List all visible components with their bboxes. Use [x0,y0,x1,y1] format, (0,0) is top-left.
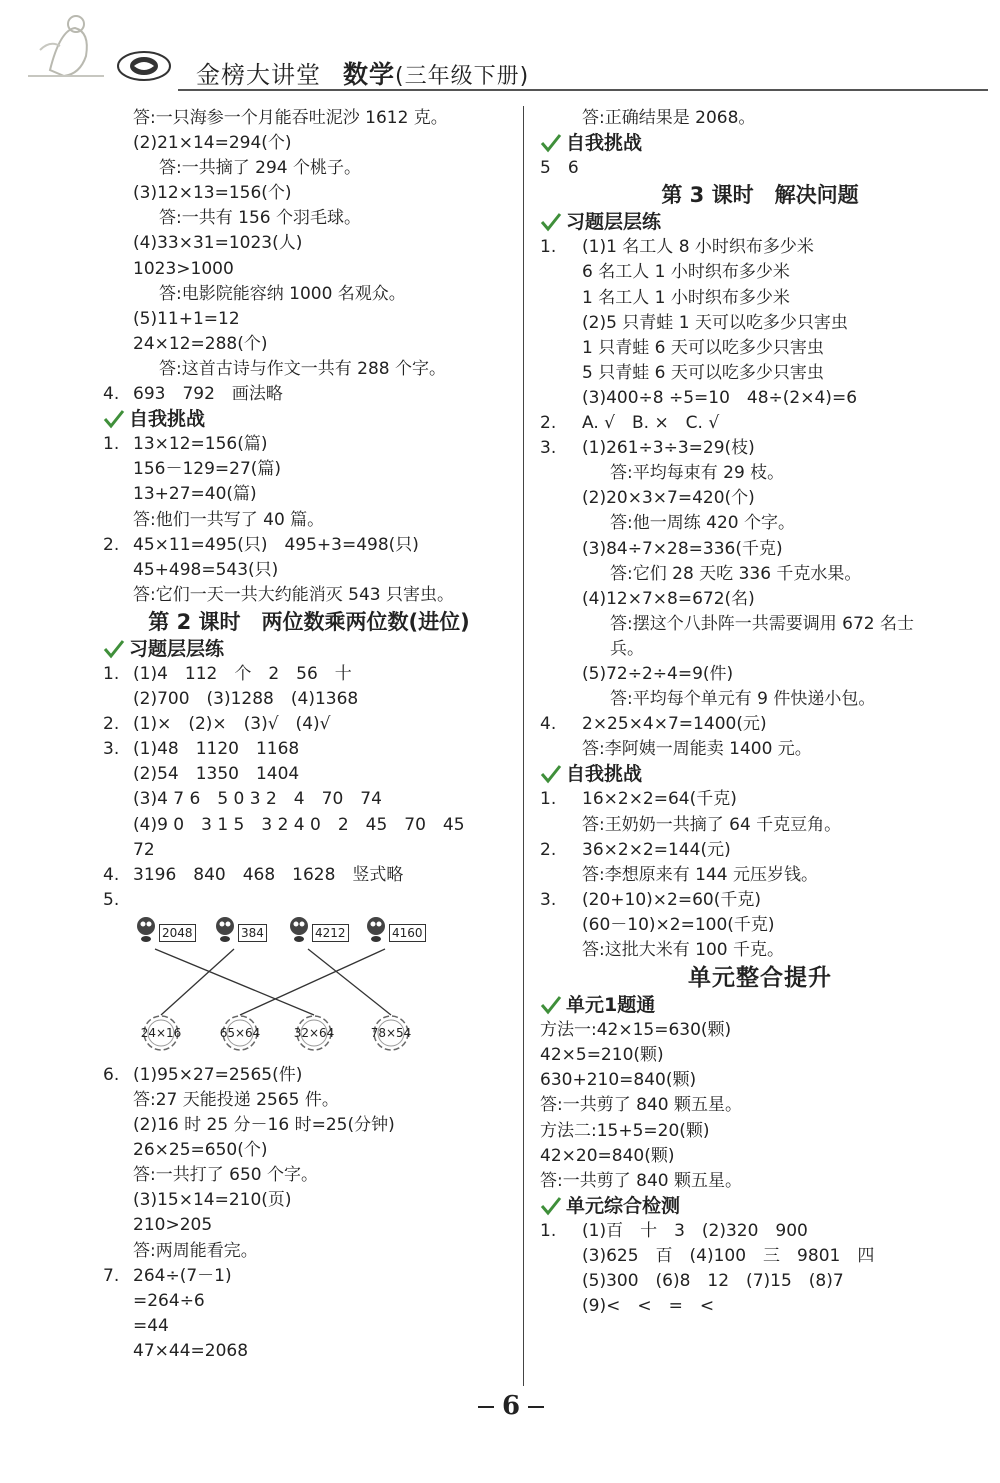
answer-text: 1 只青蛙 6 天可以吃多少只害虫 [582,337,824,358]
subject-title: 数学 [343,60,396,89]
page-header [0,0,1000,100]
answer-text: 47×44=2068 [133,1340,249,1361]
matching-line [240,949,385,1015]
answer-text: (2)20×3×7=420(个) [582,488,755,509]
answer-text: (1)48 1120 1168 [133,739,300,760]
expression-label: 32×64 [293,1025,335,1040]
answer-text: (4)33×31=1023(人) [133,233,303,254]
answer-text: (3)12×13=156(个) [133,183,292,204]
answer-text: 264÷(7－1) [133,1265,232,1286]
answer-line [540,562,980,587]
answer-text: 方法一:42×15=630(颗) [540,1020,732,1041]
answer-text: 156－129=27(篇) [133,459,282,480]
question-number: 2. [540,413,557,434]
section-heading: 单元综合检测 [540,1194,980,1219]
answer-text: 16×2×2=64(千克) [582,789,737,810]
answer-text: 答:平均每束有 29 枝。 [610,463,785,484]
answer-line [540,286,980,311]
answer-line [103,1088,515,1113]
answer-line [540,737,980,762]
answer-text: (5)300 (6)8 12 (7)15 (8)7 [582,1271,844,1292]
lesson-title: 第 3 课时 解决问题 [661,183,859,208]
answer-line [103,1138,515,1163]
answer-text: 42×5=210(颗) [540,1045,664,1066]
cartoon-head-icon [363,915,389,943]
answer-line [540,913,980,938]
matching-exercise [103,913,515,1063]
answer-line [540,311,980,336]
section-heading: 习题层层练 [540,210,980,235]
answer-line [103,787,515,812]
answer-text: =264÷6 [133,1290,205,1311]
question-number: 2. [103,534,120,555]
answer-line [540,888,980,913]
answer-line [103,432,515,457]
question-number: 1. [103,434,120,455]
matching-line [308,949,391,1015]
answer-line [540,863,980,888]
answer-block [103,1063,515,1364]
section-heading: 自我挑战 [103,407,515,432]
scholar-figure-icon [20,10,110,82]
expression-label: 78×54 [370,1025,412,1040]
question-number: 3. [103,739,120,760]
answer-text: 答:27 天能投递 2565 件。 [133,1090,339,1110]
answer-line [540,587,980,612]
answer-line [103,687,515,712]
question-number: 4. [103,864,120,885]
series-title: 金榜大讲堂 [196,61,321,89]
answer-text: 24×12=288(个) [133,333,268,354]
answer-line [540,1068,980,1093]
column-divider [523,106,524,1386]
answer-line [540,637,980,662]
answer-text: 5 只青蛙 6 天可以吃多少只害虫 [582,362,824,383]
answer-text: 答:一共剪了 840 颗五星。 [540,1095,742,1116]
answer-text: 13+27=40(篇) [133,484,257,505]
answer-line [103,712,515,737]
answer-text: (1)95×27=2565(件) [133,1064,303,1085]
answer-line [103,1163,515,1188]
checkmark-pencil-icon [540,212,562,232]
question-number: 1. [540,1220,557,1241]
answer-line [540,537,980,562]
answer-text: 答:他一周练 420 个字。 [610,513,795,534]
grade-label: (三年级下册) [395,64,530,89]
answer-line [103,1213,515,1238]
answer-line [540,1169,980,1194]
answer-text: (4)9 0 3 1 5 3 2 4 0 2 45 70 45 [133,814,465,835]
answer-text: (4)12×7×8=672(名) [582,588,755,609]
answer-line [540,1269,980,1294]
checkmark-pencil-icon [540,1196,562,1216]
answer-line [540,1219,980,1244]
answer-line [540,411,980,436]
answer-line [540,938,980,963]
answer-text: 答:一共摘了 294 个桃子。 [159,158,361,179]
answer-line [540,1043,980,1068]
header-rule [178,89,988,91]
answer-line [103,583,515,608]
answer-text: 26×25=650(个) [133,1140,268,1161]
answer-line [103,131,515,156]
answer-line [103,282,515,307]
answer-text: 答:两周能看完。 [133,1240,258,1261]
answer-line [103,457,515,482]
answer-line [540,1244,980,1269]
answer-text: 答:正确结果是 2068。 [582,108,756,128]
answer-line [540,712,980,737]
answer-line [103,1339,515,1364]
answer-line [540,461,980,486]
section-heading: 习题层层练 [103,637,515,662]
question-number: 5. [103,889,120,910]
answer-text: (1)1 名工人 8 小时织布多少米 [582,237,814,258]
cartoon-head-icon [286,915,312,943]
answer-block [103,662,515,913]
answer-line [103,382,515,407]
answer-text: (2)54 1350 1404 [133,764,300,785]
answer-line [540,336,980,361]
answer-text: 答:这首古诗与作文一共有 288 个字。 [159,358,446,379]
answer-line [540,106,980,131]
answer-text: (3)84÷7×28=336(千克) [582,538,783,559]
answer-line [540,1144,980,1169]
product-value: 384 [238,924,267,942]
answer-text: 答:这批大米有 100 千克。 [582,940,784,960]
answer-text: (9)< < = < [582,1296,715,1317]
book-logo-icon [116,50,172,82]
question-number: 6. [103,1064,120,1085]
answer-line [103,1239,515,1264]
answer-text: (1)× (2)× (3)√ (4)√ [133,714,331,735]
question-number: 4. [540,714,557,735]
answer-line [103,482,515,507]
answer-block [103,106,515,407]
cartoon-head-icon [212,915,238,943]
answer-line [540,1018,980,1043]
answer-text: 答:它们一天一共大约能消灭 543 只害虫。 [133,584,454,605]
answer-line [540,235,980,260]
section-heading: 单元1题通 [540,993,980,1018]
left-column [103,106,515,1364]
answer-line [103,1289,515,1314]
question-number: 3. [540,889,557,910]
answer-line [103,888,515,913]
answer-text: 630+210=840(颗) [540,1070,697,1091]
cartoon-head-icon [133,915,159,943]
answer-text: 13×12=156(篇) [133,434,268,455]
answer-line [540,1119,980,1144]
question-number: 7. [103,1265,120,1286]
checkmark-pencil-icon [540,764,562,784]
answer-text: 45+498=543(只) [133,559,279,580]
product-value: 2048 [159,924,196,942]
answer-line [540,612,980,637]
answer-text: (60－10)×2=100(千克) [582,914,775,935]
expression-label: 24×16 [140,1025,182,1040]
answer-text: 3196 840 468 1628 竖式略 [133,864,404,885]
question-number: 3. [540,438,557,459]
answer-block [540,1219,980,1319]
answer-text: (2)21×14=294(个) [133,133,292,154]
product-value: 4160 [389,924,426,942]
answer-text: (2)5 只青蛙 1 天可以吃多少只害虫 [582,312,848,333]
answer-text: 兵。 [610,638,644,659]
answer-text: (3)4 7 6 5 0 3 2 4 70 74 [133,789,382,810]
answer-line [103,231,515,256]
question-number: 1. [103,663,120,684]
answer-line [103,737,515,762]
answer-line [103,332,515,357]
answer-text: (20+10)×2=60(千克) [582,889,761,910]
checkmark-pencil-icon [540,133,562,153]
answer-line [540,787,980,812]
question-number: 2. [540,839,557,860]
answer-text: 36×2×2=144(元) [582,839,731,860]
answer-line [103,357,515,382]
product-value: 4212 [312,924,349,942]
checkmark-pencil-icon [103,409,125,429]
right-column [540,106,980,1319]
lesson-title: 第 2 课时 两位数乘两位数(进位) [148,609,470,634]
answer-line [540,662,980,687]
answer-text: 1 名工人 1 小时织布多少米 [582,287,790,308]
answer-block [540,156,980,181]
answer-line [103,533,515,558]
answer-text: (1)4 112 个 2 56 十 [133,663,352,684]
answer-line [540,386,980,411]
answer-line [540,486,980,511]
answer-line [540,361,980,386]
answer-text: 6 名工人 1 小时织布多少米 [582,262,790,283]
section-heading: 自我挑战 [540,762,980,787]
answer-line [103,1113,515,1138]
answer-text: (5)72÷2÷4=9(件) [582,663,734,684]
answer-block [540,787,980,963]
answer-block [540,106,980,131]
answer-text: 693 792 画法略 [133,384,283,405]
answer-text: 答:一共打了 650 个字。 [133,1165,318,1186]
answer-text: 210>205 [133,1215,213,1236]
checkmark-pencil-icon [103,639,125,659]
answer-text: 答:王奶奶一共摘了 64 千克豆角。 [582,814,842,835]
answer-text: 答:电影院能容纳 1000 名观众。 [159,283,406,304]
answer-text: (2)700 (3)1288 (4)1368 [133,689,359,710]
answer-line [103,257,515,282]
answer-line [103,307,515,332]
answer-line [540,838,980,863]
answer-text: (3)400÷8 ÷5=10 48÷(2×4)=6 [582,387,858,408]
matching-line [161,949,234,1015]
answer-line [103,1188,515,1213]
answer-text: 答:一共剪了 840 颗五星。 [540,1170,742,1191]
answer-text: 答:李阿姨一周能卖 1400 元。 [582,739,812,760]
answer-text: (5)11+1=12 [133,308,240,329]
answer-text: 答:一共有 156 个羽毛球。 [159,208,361,229]
answer-text: 答:摆这个八卦阵一共需要调用 672 名士 [610,613,914,634]
question-number: 2. [103,714,120,735]
question-number: 1. [540,237,557,258]
answer-text: (3)625 百 (4)100 三 9801 四 [582,1246,875,1267]
answer-text: =44 [133,1315,169,1336]
question-number: 4. [103,384,120,405]
expression-label: 65×64 [219,1025,261,1040]
answer-text: A. √ B. × C. √ [582,413,720,434]
answer-text: 42×20=840(颗) [540,1145,675,1166]
answer-text: (3)15×14=210(页) [133,1190,292,1211]
answer-line [103,181,515,206]
answer-text: 答:他们一共写了 40 篇。 [133,509,325,530]
answer-text: 答:李想原来有 144 元压岁钱。 [582,864,818,885]
answer-block [103,432,515,608]
answer-text: 答:一只海参一个月能吞吐泥沙 1612 克。 [133,108,448,128]
answer-line [540,436,980,461]
answer-line [103,156,515,181]
answer-line [540,1294,980,1319]
answer-line [540,813,980,838]
answer-text: 45×11=495(只) 495+3=498(只) [133,534,419,555]
answer-line [103,1314,515,1339]
page-number: 6 [470,1391,552,1421]
answer-text: 72 [133,839,155,860]
answer-text: 答:平均每个单元有 9 件快递小包。 [610,689,876,710]
answer-line [103,508,515,533]
question-number: 1. [540,789,557,810]
checkmark-pencil-icon [540,995,562,1015]
answer-line [540,1093,980,1118]
answer-block [540,1018,980,1194]
answer-text: 5 6 [540,158,579,179]
answer-line [103,762,515,787]
answer-line [103,106,515,131]
answer-line [540,511,980,536]
answer-line [103,813,515,838]
answer-text: (1)261÷3÷3=29(枝) [582,438,755,459]
answer-line [103,838,515,863]
answer-text: 方法二:15+5=20(颗) [540,1120,710,1141]
section-heading: 自我挑战 [540,131,980,156]
book-title [196,55,529,91]
matching-line [155,949,314,1015]
answer-text: 2×25×4×7=1400(元) [582,714,767,735]
answer-line [103,1264,515,1289]
answer-block [540,235,980,762]
answer-line [103,1063,515,1088]
answer-line [103,863,515,888]
answer-text: (1)百 十 3 (2)320 900 [582,1220,808,1241]
answer-line [540,260,980,285]
answer-text: 答:它们 28 天吃 336 千克水果。 [610,563,862,584]
answer-line [540,687,980,712]
answer-line [103,558,515,583]
unit-title: 单元整合提升 [688,965,832,992]
answer-line [103,662,515,687]
answer-line [103,206,515,231]
answer-text: 1023>1000 [133,258,234,279]
answer-text: (2)16 时 25 分－16 时=25(分钟) [133,1115,395,1136]
answer-line [540,156,980,181]
